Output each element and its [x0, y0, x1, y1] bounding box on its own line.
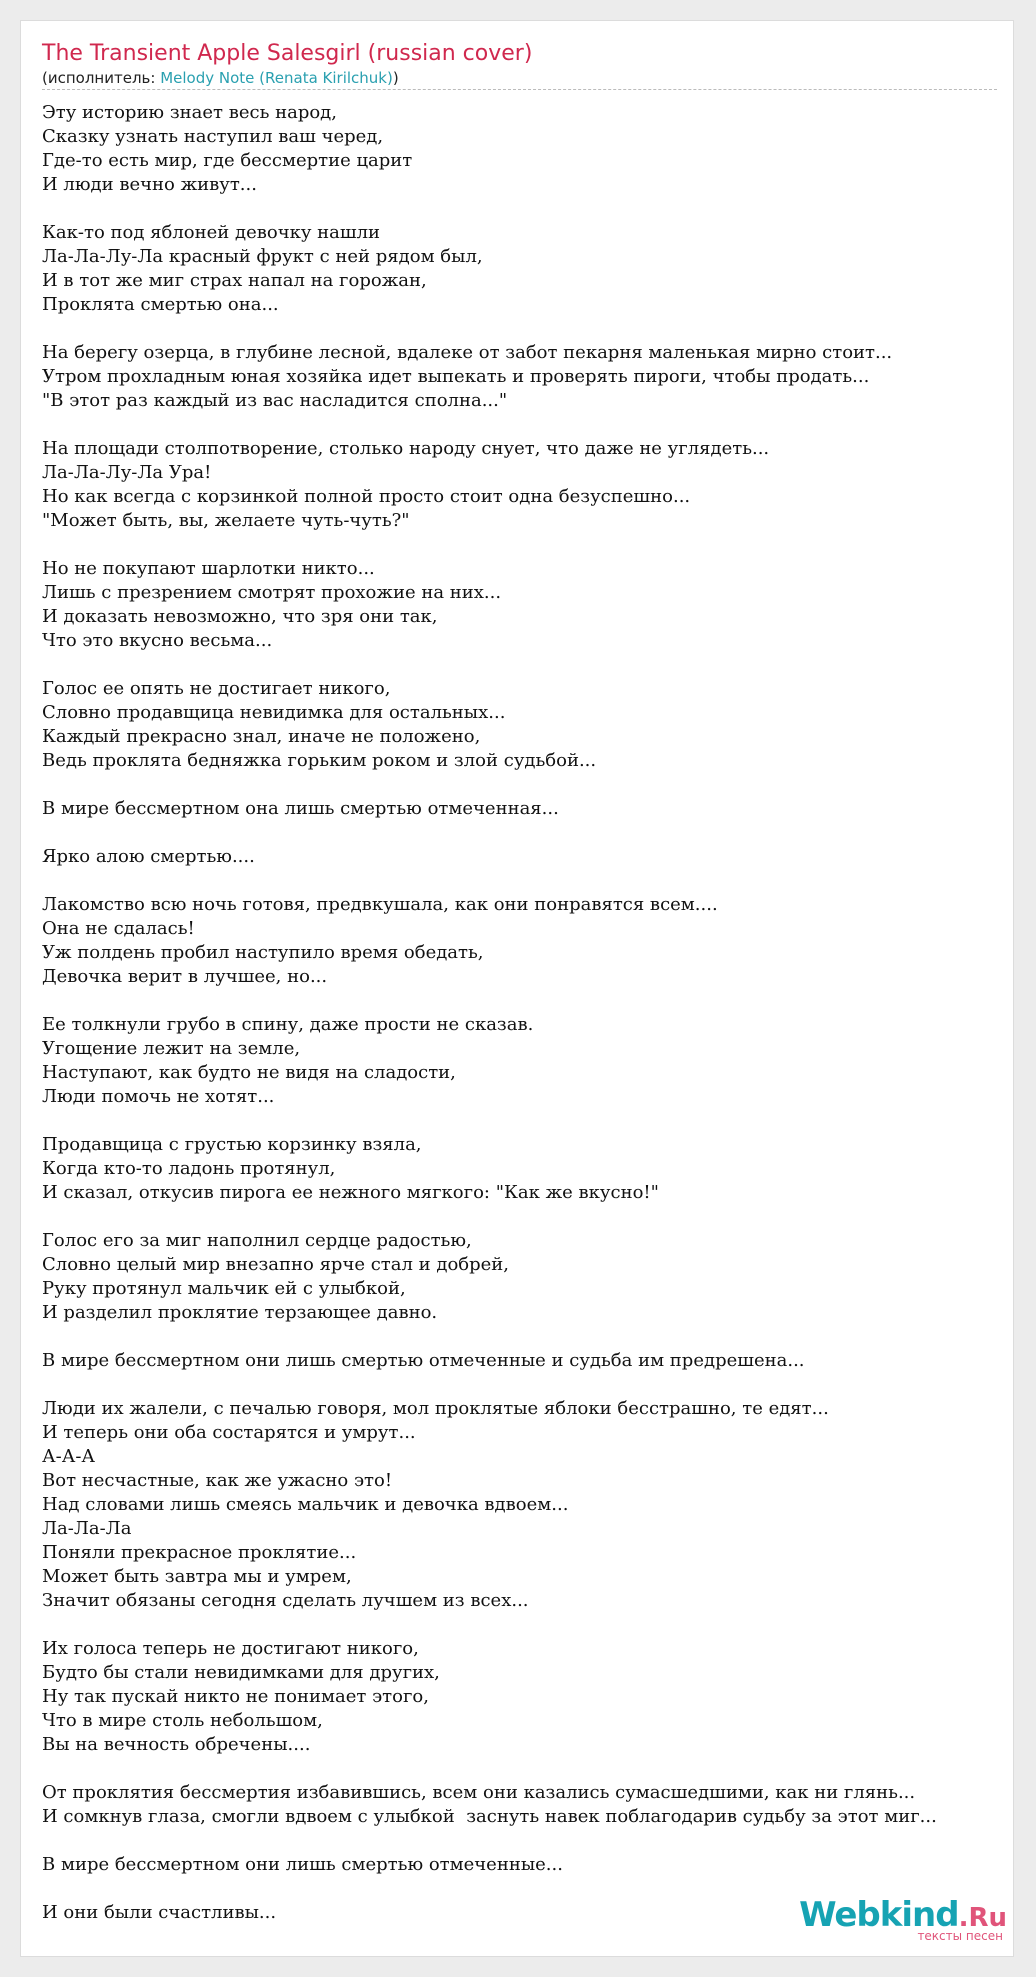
- performer-suffix: ): [392, 69, 399, 87]
- logo-name: Webkind: [799, 1895, 959, 1935]
- lyrics-text: Эту историю знает весь народ, Сказку узнать наступил ваш черед, Где-то есть мир, где бессмертие царит И люди вечно живут... Как-то под яблоней девочку нашли Ла-Ла-Лу-Ла красный фрукт с ней рядом был, И в тот же миг страх напал на горожан, Проклята смертью она... На берегу озерца, в глубине лесной, вдалеке от забот пекарня маленькая мирно стоит... Утром прохладным юная хозяйка идет выпекать и проверять пироги, чтобы продать... "В этот раз каждый из вас насладится сполна..." На площади столпотворение, столько народу снует, что даже не углядеть... Ла-Ла-Лу-Ла Ура! Но как всегда с корзинкой полной просто стоит одна безуспешно... "Может быть, вы, желаете чуть-чуть?" Но не покупают шарлотки никто... Лишь с презрением смотрят прохожие на них... И доказать невозможно, что зря они так, Что это вкусно весьма... Голос ее опять не достигает никого, Словно продавщица невидимка для остальных... Каждый прекрасно знал, иначе не положено, Ведь проклята бедняжка горьким роком и злой судьбой... В мире бессмертном она лишь смертью отмеченная... Ярко алою смертью.... Лакомство всю ночь готовя, предвкушала, как они понравятся всем.... Она не сдалась! Уж полдень пробил наступило время обедать, Девочка верит в лучшее, но... Ее толкнули грубо в спину, даже прости не сказав. Угощение лежит на земле, Наступают, как будто не видя на сладости, Люди помочь не хотят... Продавщица с грустью корзинку взяла, Когда кто-то ладонь протянул, И сказал, откусив пирога ее нежного мягкого: "Как же вкусно!" Голос его за миг наполнил сердце радостью, Словно целый мир внезапно ярче стал и добрей, Руку протянул мальчик ей с улыбкой, И разделил проклятие терзающее давно. В мире бессмертном они лишь смертью отмеченные и судьба им предрешена... Люди их жалели, с печалью говоря, мол проклятые яблоки бесстрашно, те едят... И теперь они оба состарятся и умрут... А-А-А Вот несчастные, как же ужасно это! Над словами лишь смеясь мальчик и девочка вдвоем... Ла-Ла-Ла Поняли прекрасное проклятие... Может быть завтра мы и умрем, Значит обязаны сегодня сделать лучшем из всех... Их голоса теперь не достигают никого, Будто бы стали невидимками для других, Ну так пускай никто не понимает этого, Что в мире столь небольшом, Вы на вечность обречены.... От проклятия бессмертия избавившись, всем они казались сумасшедшими, как ни глянь... И сомкнув глаза, смогли вдвоем с улыбкой заснуть навек поблагодарив судьбу за этот миг... В мире бессмертном они лишь смертью отмеченные... И они были счастливы...: [42, 102, 937, 1923]
- song-title: The Transient Apple Salesgirl (russian cover): [42, 41, 533, 66]
- performer-line: [42, 69, 997, 87]
- performer-prefix: (исполнитель:: [42, 69, 161, 87]
- site-logo[interactable]: [799, 1895, 1007, 1943]
- logo-tld: .Ru: [958, 1903, 1007, 1933]
- logo-tagline: тексты песен: [917, 1929, 1003, 1943]
- song-header: [42, 39, 997, 90]
- content-card: [20, 20, 1014, 1957]
- performer-link[interactable]: Melody Note (Renata Kirilchuk): [160, 69, 393, 87]
